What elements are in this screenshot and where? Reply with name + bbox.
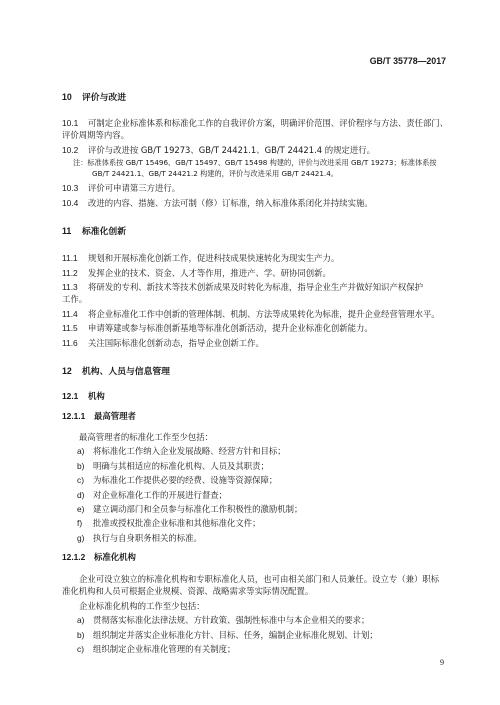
- list-item: [77, 504, 302, 515]
- section-number: 10: [62, 92, 72, 102]
- intro-paragraph: 最高管理者的标准化工作至少包括：: [79, 432, 213, 442]
- list-text: 贯彻落实标准化法律法规、方针政策、强制性标准中与本企业相关的要求；: [93, 615, 370, 625]
- clause-heading-12-1-1: [62, 411, 136, 422]
- paragraph-line-2: 准化机构和人员可根据企业规模、资源、战略需求等实际情况配置。: [62, 586, 314, 596]
- list-item: [77, 490, 227, 501]
- list-text: 将标准化工作纳入企业发展战略、经营方针和目标；: [93, 446, 286, 456]
- clause-11-5: [62, 323, 373, 334]
- clause-title: 标准化机构: [94, 552, 136, 562]
- list-text: 建立调动部门和全员参与标准化工作积极性的激励机制；: [93, 504, 303, 514]
- note-line-2: GB/T 24421.1、GB/T 24421.2 构建的，评价与改进采用 GB/T 24421.4。: [92, 169, 338, 178]
- subsection-heading-12-1: [62, 391, 105, 402]
- clause-number: 10.1: [62, 118, 79, 128]
- section-heading-10: [62, 92, 126, 104]
- clause-11-1: [62, 253, 339, 264]
- clause-number: 10.3: [62, 183, 79, 193]
- clause-11-3-cont: 工作。: [62, 294, 88, 304]
- list-text: 对企业标准化工作的开展进行督查；: [93, 490, 227, 500]
- section-heading-11: [62, 226, 126, 238]
- list-item: [77, 446, 286, 457]
- clause-10-1: [62, 118, 448, 129]
- note-line-1: 注：标准体系按 GB/T 15496、GB/T 15497、GB/T 15498 构建的，评价与改进采用 GB/T 19273；标准体系按: [73, 158, 437, 167]
- section-title: 评价与改进: [82, 93, 126, 103]
- clause-number: 10.4: [62, 198, 79, 208]
- clause-number: 11.3: [62, 282, 78, 292]
- clause-text: 将研发的专利、新技术等技术创新成果及时转化为标准，指导企业生产并做好知识产权保护: [88, 282, 423, 292]
- clause-11-4: [62, 309, 440, 320]
- list-item: [77, 644, 235, 655]
- clause-text: 将企业标准化工作中创新的管理体制、机制、方法等成果转化为标准，提升企业经营管理水平。: [88, 309, 440, 319]
- list-item: [77, 533, 202, 544]
- list-item: [77, 475, 277, 486]
- list-marker: c): [77, 475, 84, 485]
- list-item: [77, 615, 369, 626]
- clause-number: 11.2: [62, 268, 78, 278]
- clause-10-1-cont: 评价周期等内容。: [62, 130, 129, 140]
- standard-id-header: GB/T 35778—2017: [369, 56, 446, 66]
- clause-heading-12-1-2: [62, 552, 136, 563]
- list-text: 明确与其相适应的标准化机构、人员及其职责；: [93, 461, 269, 471]
- clause-11-3: [62, 282, 423, 293]
- list-text: 批准或授权批准企业标准和其他标准化文件；: [93, 518, 261, 528]
- clause-text: 规划和开展标准化创新工作，促进科技成果快速转化为现实生产力。: [88, 253, 340, 263]
- subsection-title: 机构: [88, 391, 105, 401]
- clause-text: 评价可申请第三方进行。: [88, 183, 181, 193]
- list-item: [77, 630, 378, 641]
- clause-10-4: [62, 198, 373, 209]
- list-marker: b): [77, 630, 85, 640]
- list-marker: c): [77, 644, 84, 654]
- clause-number: 10.2: [62, 145, 79, 155]
- list-marker: a): [77, 615, 85, 625]
- subsection-number: 12.1: [62, 391, 79, 401]
- clause-text: 评价与改进按 GB/T 19273、GB/T 24421.1、GB/T 24421.4 的规定进行。: [88, 145, 375, 155]
- list-text: 组织制定并落实企业标准化方针、目标、任务，编制企业标准化规划、计划；: [93, 630, 378, 640]
- section-number: 12: [62, 366, 72, 376]
- clause-text: 发挥企业的技术、资金、人才等作用，推进产、学、研协同创新。: [88, 268, 331, 278]
- clause-number: 11.4: [62, 309, 78, 319]
- list-marker: a): [77, 446, 85, 456]
- clause-number: 11.5: [62, 323, 78, 333]
- list-marker: e): [77, 504, 85, 514]
- section-title: 机构、人员与信息管理: [82, 367, 170, 377]
- clause-10-3: [62, 183, 180, 194]
- section-number: 11: [62, 226, 72, 236]
- intro-paragraph: 企业标准化机构的工作至少包括：: [79, 601, 205, 611]
- list-text: 执行与自身职务相关的标准。: [93, 533, 202, 543]
- list-marker: d): [77, 490, 85, 500]
- clause-number: 11.1: [62, 253, 78, 263]
- clause-number: 12.1.1: [62, 411, 86, 421]
- list-marker: g): [77, 533, 85, 543]
- list-item: [77, 461, 269, 472]
- list-text: 组织制定企业标准化管理的有关制度；: [93, 644, 236, 654]
- page-number: 9: [440, 658, 444, 667]
- clause-text: 可制定企业标准体系和标准化工作的自我评价方案，明确评价范围、评价程序与方法、责任部门、: [88, 118, 449, 128]
- clause-number: 11.6: [62, 338, 78, 348]
- list-marker: b): [77, 461, 85, 471]
- list-text: 为标准化工作提供必要的经费、设施等资源保障；: [93, 475, 278, 485]
- section-title: 标准化创新: [82, 227, 126, 237]
- section-heading-12: [62, 366, 170, 378]
- list-marker: f): [77, 518, 83, 528]
- clause-11-6: [62, 338, 264, 349]
- paragraph-line-1: 企业可设立独立的标准化机构和专职标准化人员，也可由相关部门和人员兼任。设立专（兼）职标: [79, 574, 440, 584]
- clause-text: 申请筹建或参与标准创新基地等标准化创新活动，提升企业标准化创新能力。: [88, 323, 373, 333]
- clause-title: 最高管理者: [94, 411, 136, 421]
- clause-text: 关注国际标准化创新动态，指导企业创新工作。: [88, 338, 264, 348]
- clause-text: 改进的内容、措施、方法可制（修）订标准，纳入标准体系闭化并持续实施。: [88, 198, 373, 208]
- list-item: [77, 518, 261, 529]
- clause-10-2: [62, 145, 375, 156]
- clause-11-2: [62, 268, 331, 279]
- clause-number: 12.1.2: [62, 552, 86, 562]
